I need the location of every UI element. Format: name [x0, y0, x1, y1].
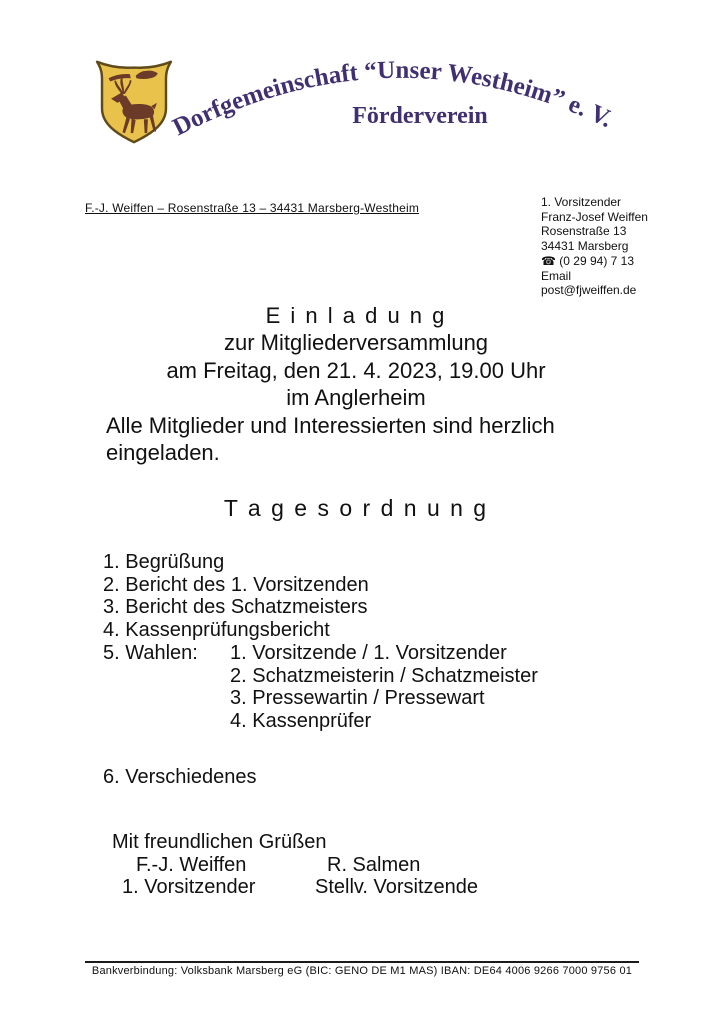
crest-svg — [93, 56, 175, 148]
contact-city: 34431 Marsberg — [541, 239, 629, 254]
contact-phone-line — [541, 254, 648, 269]
invitation-line: am Freitag, den 21. 4. 2023, 19.00 Uhr — [166, 357, 546, 383]
agenda-list — [103, 551, 643, 788]
election-sub-item: 3. Pressewartin / Pressewart — [230, 687, 485, 710]
agenda-item: 3. Bericht des Schatzmeisters — [103, 596, 368, 619]
election-sub-item: 2. Schatzmeisterin / Schatzmeister — [230, 664, 538, 687]
contact-block — [541, 195, 648, 298]
contact-email: post@fjweiffen.de — [541, 283, 637, 298]
agenda-item: 4. Kassenprüfungsbericht — [103, 619, 330, 642]
agenda-title: T a g e s o r d n u n g — [223, 495, 489, 521]
invitation-block — [85, 302, 627, 412]
closing-greeting: Mit freundlichen Grüßen — [112, 831, 327, 853]
sender-return-address: F.-J. Weiffen – Rosenstraße 13 – 34431 Marsberg-Westheim — [85, 201, 420, 215]
agenda-item: 2. Bericht des 1. Vorsitzenden — [103, 573, 369, 596]
signature-name: R. Salmen — [327, 854, 421, 876]
elections-label: 5. Wahlen: — [103, 641, 198, 664]
signature-role: Stellv. Vorsitzende — [315, 876, 479, 898]
invitation-note: Alle Mitglieder und Interessierten sind herzlich eingeladen. — [106, 413, 555, 466]
crest-logo — [93, 56, 175, 148]
contact-email-label: Email — [541, 268, 572, 283]
invitation-title: E i n l a d u n g — [265, 303, 447, 328]
contact-role: 1. Vorsitzender — [541, 195, 622, 209]
contact-street: Rosenstraße 13 — [541, 224, 627, 239]
election-sub-item: 1. Vorsitzende / 1. Vorsitzender — [230, 641, 507, 664]
elections-sublist — [230, 642, 643, 733]
invitation-line: im Anglerheim — [286, 385, 426, 411]
org-subtitle: Förderverein — [352, 103, 488, 129]
bank-details: Bankverbindung: Volksbank Marsberg eG (BIC: GENO DE M1 MAS) IBAN: DE64 4006 9266 7000 9756 01 — [91, 965, 633, 977]
phone-icon: ☎ — [541, 253, 556, 268]
org-name-text: Dorfgemeinschaft “Unser Westheim” e. V. — [168, 56, 617, 142]
agenda-item-elections — [103, 642, 643, 733]
election-sub-item: 4. Kassenprüfer — [230, 709, 372, 732]
signature-name: F.-J. Weiffen — [136, 854, 247, 876]
agenda-item: 6. Verschiedenes — [103, 765, 257, 788]
signature-role: 1. Vorsitzender — [122, 876, 256, 898]
footer-divider — [85, 961, 639, 963]
contact-name: Franz-Josef Weiffen — [541, 209, 648, 224]
shield-icon — [97, 62, 171, 142]
invitation-line: zur Mitgliederversammlung — [223, 330, 489, 356]
org-name-arc — [168, 44, 652, 146]
agenda-item: 1. Begrüßung — [103, 551, 225, 573]
contact-phone: (0 29 94) 7 13 — [559, 253, 635, 268]
